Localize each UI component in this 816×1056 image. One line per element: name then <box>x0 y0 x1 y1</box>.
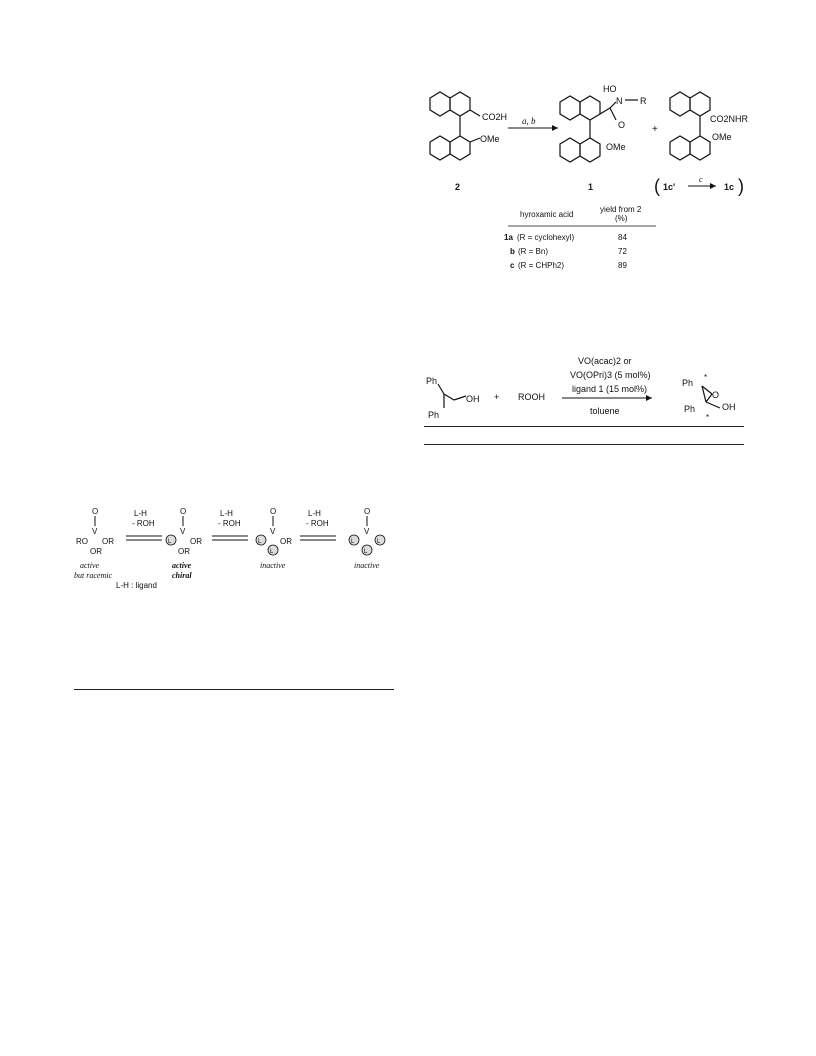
svg-text:O: O <box>180 507 187 516</box>
arrow-head <box>552 125 558 131</box>
scheme-2-bottom-rule <box>424 444 744 445</box>
product-oh: OH <box>722 402 736 412</box>
yield-table <box>504 205 656 270</box>
scheme-3-bottom-rule <box>74 689 394 690</box>
compound-2-acid-label: CO2H <box>482 112 508 122</box>
stereocenter-star: * <box>704 373 708 382</box>
compound-1-structure <box>560 96 638 162</box>
left-paren: ( <box>654 176 660 196</box>
svg-text:OR: OR <box>190 537 202 546</box>
table-header-yield: yield from 2 <box>600 205 642 214</box>
scheme-2-epoxidation <box>420 336 750 424</box>
table-row-id: b <box>510 247 515 256</box>
table-row-yield: 72 <box>618 247 627 256</box>
scheme-2-top-rule <box>424 426 744 427</box>
species-vo-or3 <box>76 507 114 556</box>
compound-1c-label: 1c <box>724 182 735 192</box>
compound-2-number: 2 <box>455 182 461 192</box>
species-3-label: inactive <box>260 561 286 570</box>
compound-1c-prime-label: 1c' <box>663 182 676 192</box>
table-row-id: c <box>510 261 515 270</box>
compound-2-ome-label: OMe <box>480 134 500 144</box>
product-epoxide-o: O <box>712 390 720 400</box>
table-row-desc: (R = cyclohexyl) <box>517 233 575 242</box>
species-vo-l3 <box>349 507 385 555</box>
compound-1-ho: HO <box>603 84 617 94</box>
product-ph-bottom: Ph <box>684 404 696 414</box>
stereocenter-star: * <box>706 413 710 422</box>
arrow-conditions-label: a, b <box>522 116 536 126</box>
svg-text:OR: OR <box>102 537 114 546</box>
svg-text:O: O <box>92 507 99 516</box>
svg-text:O: O <box>270 507 277 516</box>
svg-text:O: O <box>364 507 371 516</box>
substrate-ph-top: Ph <box>426 376 438 386</box>
equilibrium-byproduct: - ROH <box>132 519 155 528</box>
equilibrium-reagent: L-H <box>134 509 147 518</box>
compound-1c-prime-structure <box>670 92 710 160</box>
solvent-label: toluene <box>590 406 620 416</box>
svg-text:L: L <box>270 549 274 555</box>
svg-text:L: L <box>258 539 262 545</box>
svg-text:OR: OR <box>280 537 292 546</box>
right-paren: ) <box>738 176 744 196</box>
compound-1-number: 1 <box>588 182 594 192</box>
table-row-yield: 84 <box>618 233 627 242</box>
species-1-label: active <box>80 561 100 570</box>
equilibrium-byproduct: - ROH <box>218 519 241 528</box>
bracket-arrow-head <box>710 183 716 189</box>
substrate-oh: OH <box>466 394 480 404</box>
equilibrium-reagent: L-H <box>308 509 321 518</box>
plus-sign: + <box>494 392 500 402</box>
condition-line-1: VO(acac)2 or <box>578 356 632 366</box>
condition-line-3: ligand 1 (15 mol%) <box>572 384 648 394</box>
table-row-id: 1a <box>504 233 513 242</box>
species-1-label: but racemic <box>74 571 112 580</box>
svg-text:L: L <box>377 539 381 545</box>
svg-text:OR: OR <box>90 547 102 556</box>
compound-1-r: R <box>640 96 647 106</box>
plus-sign: + <box>652 124 658 135</box>
arrow-head <box>646 395 652 401</box>
compound-1-n: N <box>616 96 623 106</box>
svg-text:L: L <box>364 549 368 555</box>
svg-text:V: V <box>364 527 370 536</box>
svg-text:L: L <box>168 539 172 545</box>
compound-1-ome: OMe <box>606 142 626 152</box>
svg-text:OR: OR <box>178 547 190 556</box>
scheme-1-hydroxamic-acid-synthesis <box>420 80 760 280</box>
species-4-label: inactive <box>354 561 380 570</box>
table-row-desc: (R = Bn) <box>518 247 549 256</box>
compound-1c-amide: CO2NHR <box>710 114 749 124</box>
compound-1-o: O <box>618 120 626 130</box>
substrate-structure <box>438 384 466 408</box>
table-row-desc: (R = CHPh2) <box>518 261 565 270</box>
condition-line-2: VO(OPri)3 (5 mol%) <box>570 370 651 380</box>
compound-2-structure <box>430 92 480 160</box>
ligand-legend: L-H : ligand <box>116 581 157 590</box>
equilibrium-byproduct: - ROH <box>306 519 329 528</box>
species-vo-l-or2 <box>166 507 202 556</box>
svg-text:V: V <box>270 527 276 536</box>
bracket-arrow-label: c <box>699 175 703 184</box>
scheme-3-vanadium-equilibria <box>70 506 400 592</box>
equilibrium-reagent: L-H <box>220 509 233 518</box>
substrate-ph-bottom: Ph <box>428 410 440 420</box>
species-2-label: chiral <box>172 571 192 580</box>
product-ph-top: Ph <box>682 378 694 388</box>
table-header-unit: (%) <box>615 214 628 223</box>
svg-text:L: L <box>351 539 355 545</box>
table-row-yield: 89 <box>618 261 627 270</box>
svg-text:V: V <box>180 527 186 536</box>
svg-text:V: V <box>92 527 98 536</box>
table-header-acid: hyroxamic acid <box>520 210 574 219</box>
species-vo-l2-or <box>256 507 292 555</box>
oxidant-label: ROOH <box>518 392 545 402</box>
species-2-label: active <box>172 561 192 570</box>
compound-1c-ome: OMe <box>712 132 732 142</box>
svg-text:RO: RO <box>76 537 88 546</box>
